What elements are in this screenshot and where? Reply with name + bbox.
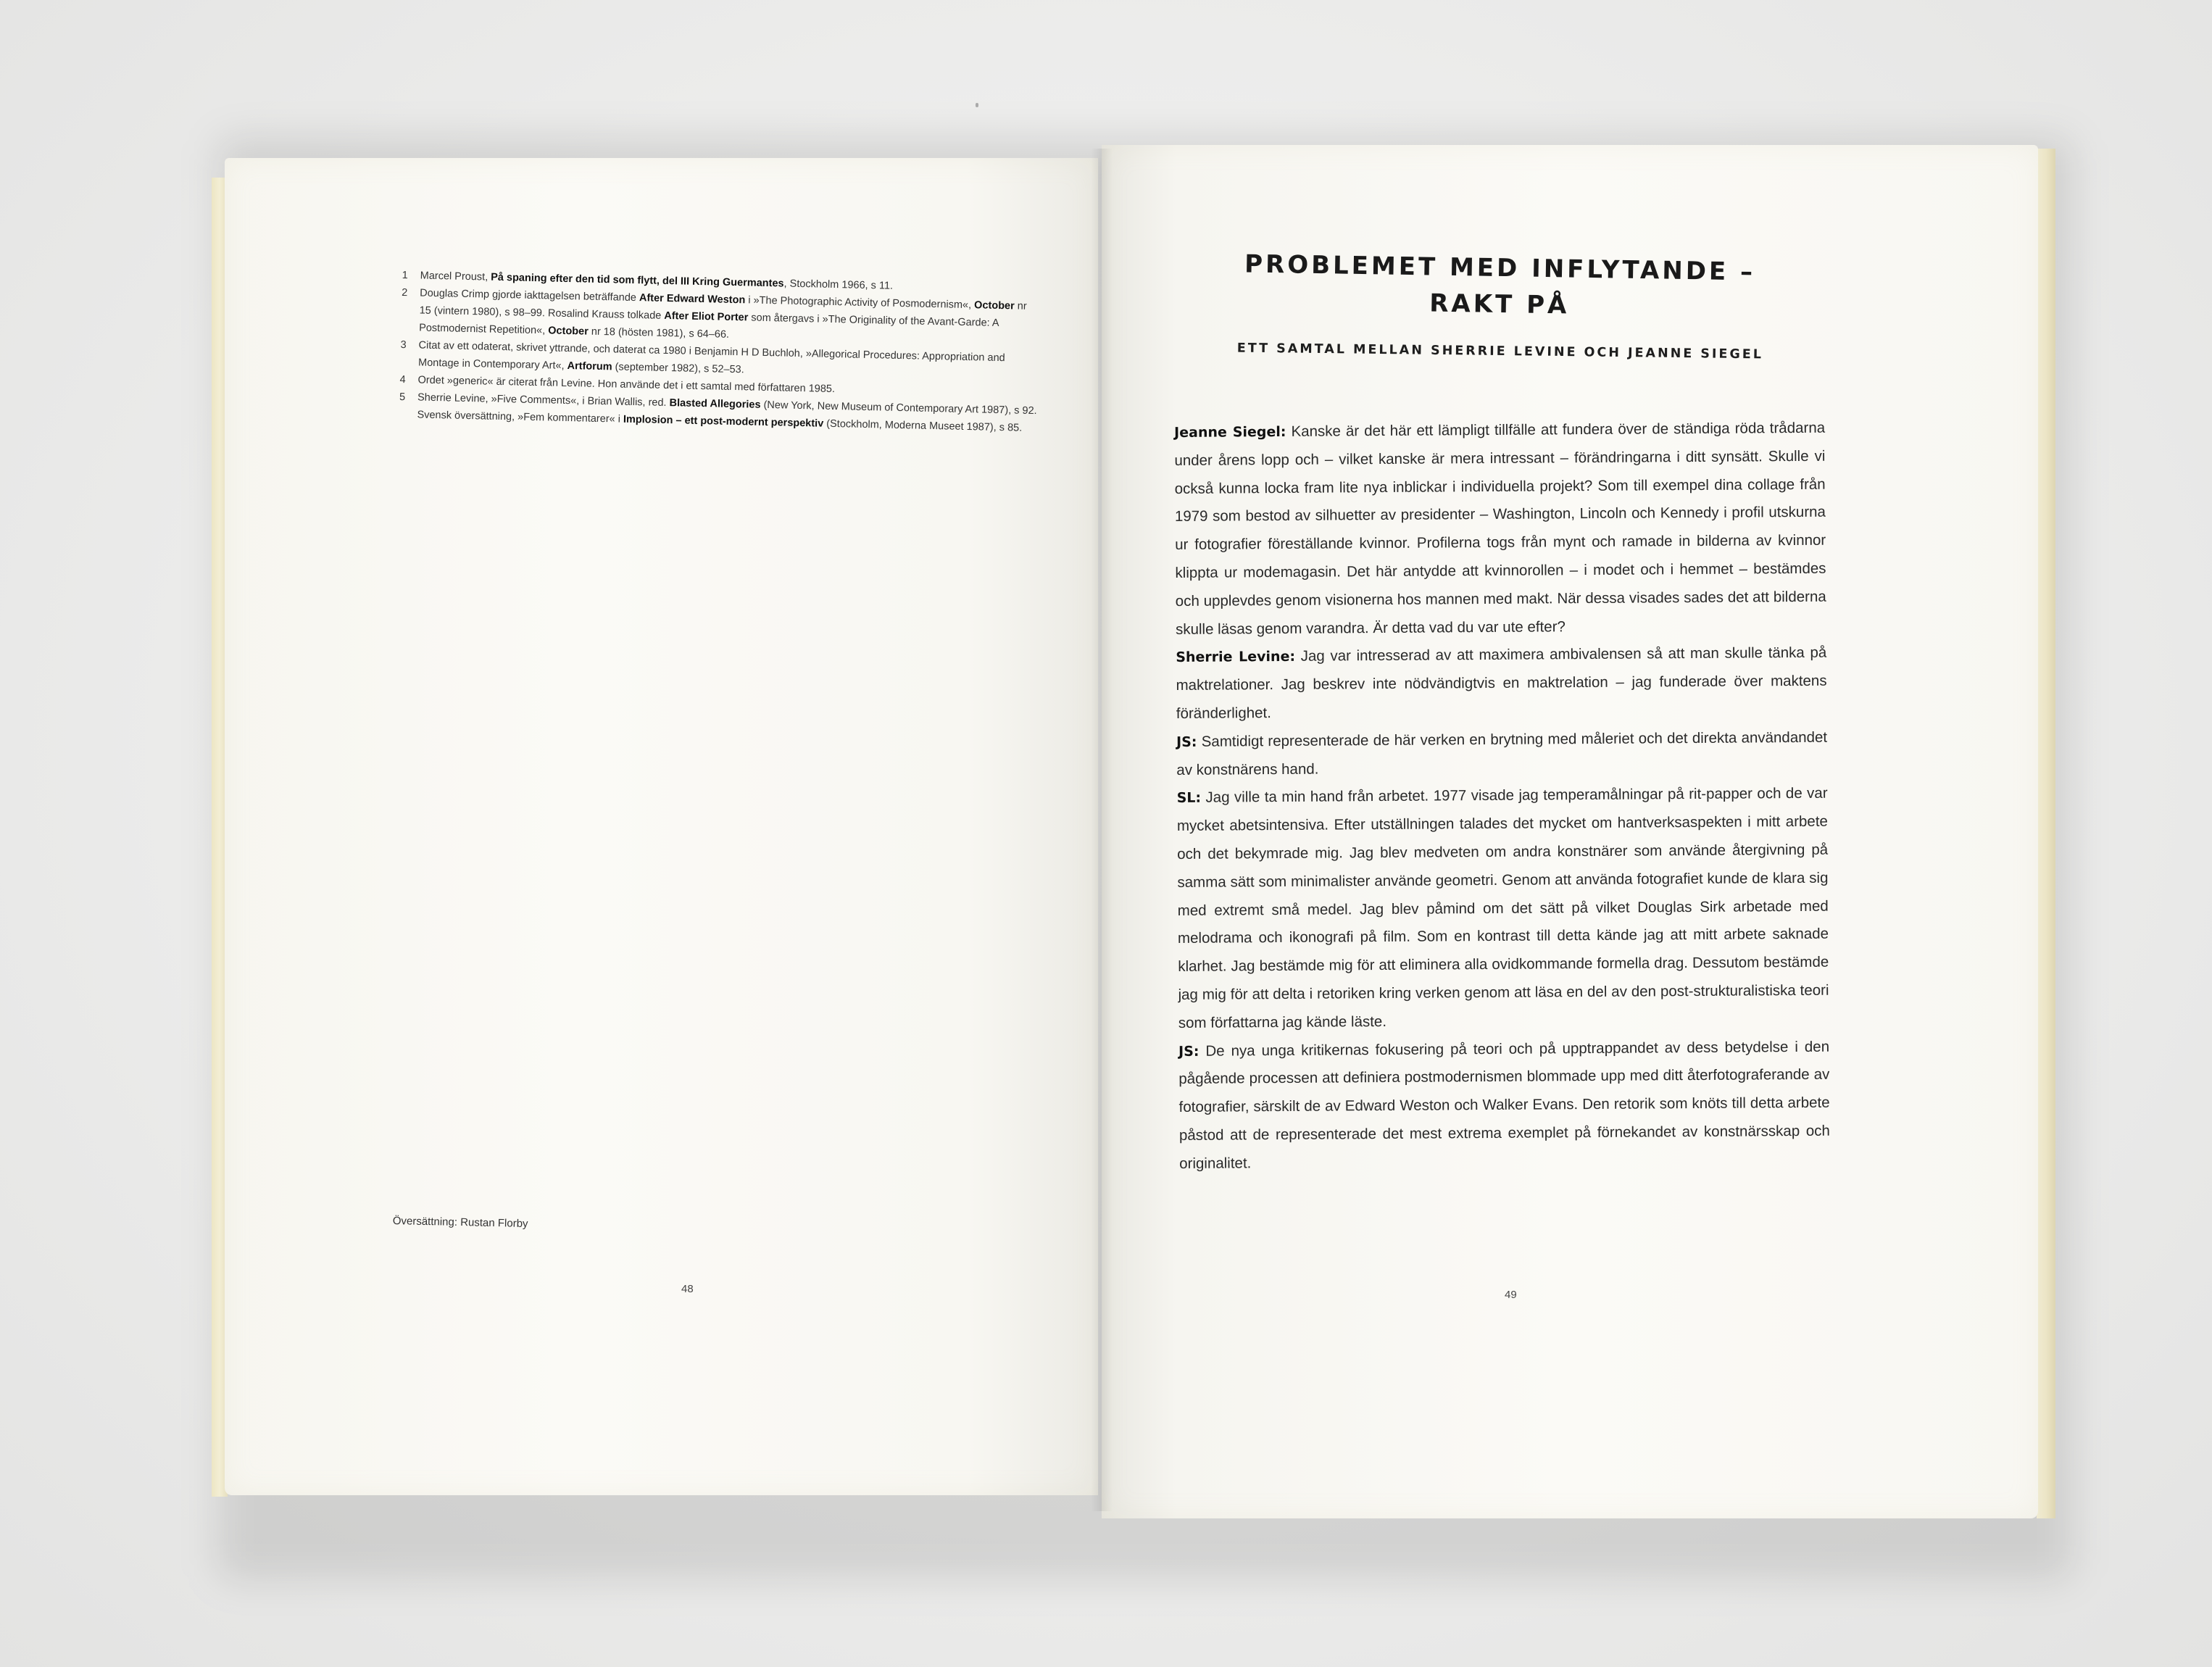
- speaker-name: Jeanne Siegel:: [1174, 423, 1286, 441]
- footnote-number: 4: [399, 373, 406, 386]
- footnote-text: , Stockholm 1966, s 11.: [783, 278, 894, 292]
- footnote-text: som återgavs i »The Originality of the Avant-Garde: A Postmodernist Repetition«,: [418, 312, 999, 337]
- interview-text: [1174, 415, 1830, 1178]
- footnote-title: October: [548, 325, 589, 338]
- footnote-title: Artforum: [567, 359, 612, 373]
- footnote-number: 3: [400, 338, 407, 352]
- speaker-name: JS:: [1178, 1043, 1199, 1060]
- footnote-text: (september 1982), s 52–53.: [612, 361, 744, 376]
- article-title-line-2: RAKT PÅ: [1429, 288, 1570, 320]
- dust-speck: [976, 103, 978, 107]
- footnote-text: (Stockholm, Moderna Museet 1987), s 85.: [823, 417, 1023, 434]
- footnote-text: Marcel Proust,: [420, 270, 491, 283]
- paragraph-text: Jag ville ta min hand från arbetet. 1977 visade jag temperamålningar på rit-papper och de var mycket abetsintensiva. Efter utställningen talades det mycket om hantverksaspekten i mitt arbete och det bekymrade mig. Jag blev medveten om andra konstnärer som använde återgivning på samma sätt som minimalister använde geometri. Genom att använda fotografiet kunde de klara sig med extremt små medel. Jag blev påmind om det sätt på vilket Douglas Sirk arbetade med melodrama och ikonografi på film. Som en kontrast till detta kände jag att mitt arbete saknade klarhet. Jag bestämde mig för att eliminera alla ovidkommande formella drag. Dessutom bestämde jag mig för att delta i retoriken kring verken genom att läsa en del av den post-strukturalistiska teori som författarna jag kände läste.: [1176, 785, 1829, 1031]
- footnote-text: nr 18 (hösten 1981), s 64–66.: [588, 325, 730, 341]
- footnote-number: 2: [402, 286, 408, 299]
- left-page: [225, 158, 1098, 1495]
- footnote-text: Douglas Crimp gjorde iakttagelsen beträffande: [420, 287, 640, 304]
- interview-paragraph: [1178, 1033, 1830, 1178]
- footnote-text: (New York, New Museum of Contemporary Art 1987), s 92. Svensk översättning, »Fem kommentarer« i: [417, 399, 1037, 425]
- page-number-right: 49: [1505, 1289, 1517, 1301]
- footnote-text: i »The Photographic Activity of Posmodernism«,: [745, 294, 975, 312]
- footnote-number: 5: [399, 391, 406, 404]
- article-title: [1194, 245, 1804, 327]
- page-number-left: 48: [681, 1283, 694, 1295]
- footnote-title: After Eliot Porter: [664, 309, 749, 324]
- footnote-text: nr 15 (vintern 1980), s 98–99. Rosalind Krauss tolkade: [419, 300, 1027, 322]
- footnote-title: Implosion – ett post-modernt perspektiv: [623, 413, 824, 430]
- paragraph-text: Samtidigt representerade de här verken en brytning med måleriet och det direkta användandet av konstnärens hand.: [1176, 728, 1828, 778]
- speaker-name: JS:: [1176, 733, 1197, 750]
- footnote-text: Ordet »generic« är citerat från Levine. Hon använde det i ett samtal med författaren 1985.: [417, 374, 836, 396]
- footnotes-list: [399, 267, 1040, 437]
- interview-paragraph: [1174, 415, 1826, 644]
- right-page: [1102, 145, 2038, 1518]
- speaker-name: SL:: [1176, 790, 1202, 807]
- article-title-line-1: PROBLEMET MED INFLYTANDE –: [1244, 249, 1756, 287]
- footnote-title: Blasted Allegories: [669, 397, 761, 411]
- footnote-text: Sherrie Levine, »Five Comments«, i Brian Wallis, red.: [417, 391, 670, 410]
- article-subtitle: ETT SAMTAL MELLAN SHERRIE LEVINE OCH JEANNE SIEGEL: [1236, 341, 1764, 362]
- paragraph-text: Kanske är det här ett lämpligt tillfälle att fundera över de ständiga röda trådarna under årens lopp och – vilket kanske är mera intressant – förändringarna i ditt synsätt. Skulle vi också kunna locka fram lite nya inblickar i individuella projekt? Som till exempel dina collage från 1979 som bestod av silhuetter av presidenter – Washington, Lincoln och Kennedy i profil utskurna ur fotografier föreställande kvinnor. Profilerna togs från mynt och ramade in bilderna av kvinnor klippta ur modemagasin. Det här antydde att kvinnorollen – i modet och i hemmet – bestämdes och upplevdes genom visionerna hos mannen med makt. När dessa visades sades det att bilderna skulle läsas genom varandra. Är detta vad du var ute efter?: [1174, 419, 1826, 638]
- translator-credit: Översättning: Rustan Florby: [392, 1215, 528, 1231]
- footnote-number: 1: [402, 269, 408, 282]
- speaker-name: Sherrie Levine:: [1176, 649, 1296, 666]
- footnote-text: Citat av ett odaterat, skrivet yttrande, och daterat ca 1980 i Benjamin H D Buchloh, »Allegorical Procedures: Appropriation and Montage in Contemporary Art«,: [417, 339, 1005, 372]
- interview-paragraph: [1176, 639, 1827, 728]
- paragraph-text: De nya unga kritikernas fokusering på teori och på upptrappandet av dess betydelse i den pågående processen att definiera postmodernismen blommade upp med ditt återfotograferande av fotografier, särskilt de av Edward Weston och Walker Evans. Den retorik som knöts till detta arbete påstod att de representerade det mest extrema exemplet på förnekandet av konstnärsskap och originalitet.: [1178, 1038, 1830, 1172]
- footnote-title: After Edward Weston: [639, 292, 746, 307]
- paragraph-text: Jag var intresserad av att maximera ambivalensen så att man skulle tänka på maktrelationer. Jag beskrev inte nödvändigtvis en maktrelation – jag funderade över maktens föränderlighet.: [1176, 644, 1827, 722]
- footnote-title: På spaning efter den tid som flytt, del III Kring Guermantes: [491, 271, 784, 290]
- interview-paragraph: [1177, 780, 1829, 1037]
- right-page-edges: [2037, 149, 2055, 1518]
- book-gutter: [1091, 149, 1113, 1511]
- interview-paragraph: [1176, 723, 1828, 784]
- footnote-title: October: [973, 299, 1015, 312]
